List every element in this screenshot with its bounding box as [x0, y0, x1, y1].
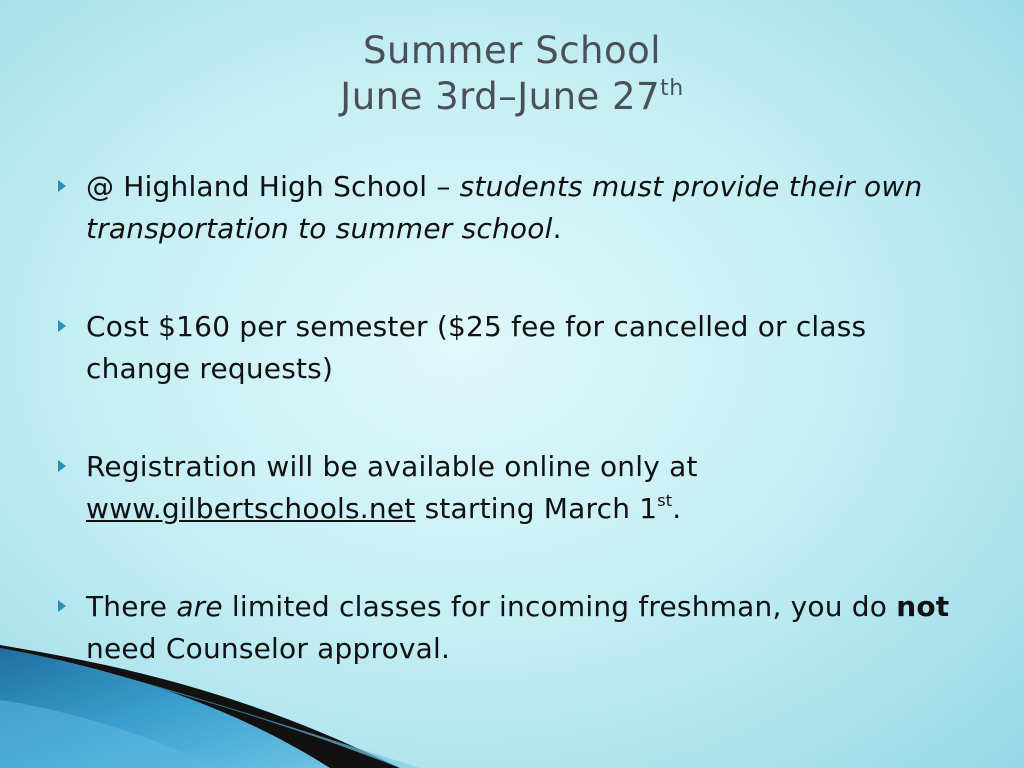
bullet-location	[58, 166, 958, 250]
freshman-text-2: limited classes for incoming freshman, you do	[222, 590, 897, 623]
bullet-arrow-icon	[58, 180, 66, 192]
transportation-note: students must provide their own transportation to summer school	[86, 170, 923, 245]
freshman-text-3: need Counselor approval.	[86, 632, 451, 665]
bullet-arrow-icon	[58, 460, 66, 472]
title-dates: June 3rd–June 27	[340, 75, 661, 118]
registration-end: .	[672, 492, 682, 525]
freshman-text-1: There	[86, 590, 177, 623]
bullet-cost	[58, 306, 958, 390]
bullet-arrow-icon	[58, 320, 66, 332]
bullet-freshman	[58, 586, 958, 670]
title-superscript: th	[660, 76, 684, 101]
cost-text: Cost $160 per semester ($25 fee for cancelled or class change requests)	[86, 310, 867, 385]
freshman-emphasis: are	[176, 590, 223, 623]
bullet-list	[58, 166, 958, 726]
bullet-arrow-icon	[58, 600, 66, 612]
registration-link[interactable]: www.gilbertschools.net	[86, 492, 416, 525]
slide-title	[0, 28, 1024, 120]
location-end: .	[552, 212, 562, 245]
title-line-1: Summer School	[362, 29, 662, 72]
bullet-registration	[58, 446, 958, 530]
freshman-bold: not	[896, 590, 950, 623]
location-text: @ Highland High School –	[86, 170, 460, 203]
title-line-2	[0, 74, 1024, 120]
registration-date-superscript: st	[657, 491, 673, 510]
registration-date: starting March 1	[415, 492, 658, 525]
registration-text: Registration will be available online only at	[86, 450, 698, 483]
